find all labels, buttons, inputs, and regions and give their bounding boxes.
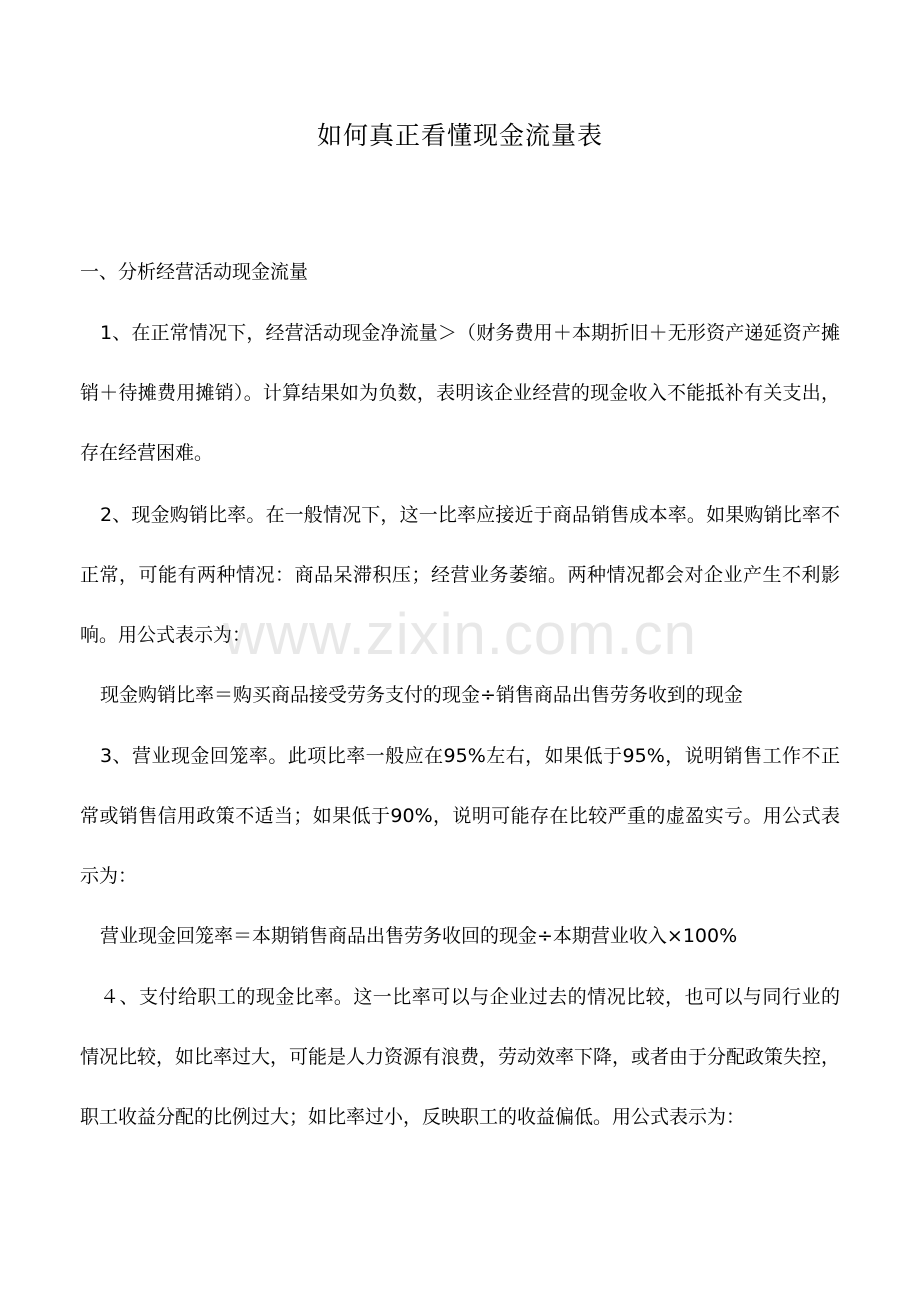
formula-operating-cash-recovery-ratio: 营业现金回笼率＝本期销售商品出售劳务收回的现金÷本期营业收入×100% — [100, 925, 738, 947]
paragraph-4: ４、支付给职工的现金比率。这一比率可以与企业过去的情况比较，也可以与同行业的情况比较，如比率过大，可能是人力资源有浪费，劳动效率下降，或者由于分配政策失控，职工收益分配的比例过大；如比率过小，反映职工的收益偏低。用公式表示为： — [80, 986, 841, 1128]
paragraph-3: 3、营业现金回笼率。此项比率一般应在95%左右，如果低于95%，说明销售工作不正常或销售信用政策不适当；如果低于90%，说明可能存在比较严重的虚盈实亏。用公式表示为： — [80, 745, 840, 887]
watermark: www.zixin.com.cn — [223, 602, 697, 667]
formula-cash-purchase-sales-ratio: 现金购销比率＝购买商品接受劳务支付的现金÷销售商品出售劳务收到的现金 — [100, 684, 743, 706]
section-heading: 一、分析经营活动现金流量 — [80, 261, 309, 283]
paragraph-1: 1、在正常情况下，经营活动现金净流量＞（财务费用＋本期折旧＋无形资产递延资产摊销＋待摊费用摊销）。计算结果如为负数，表明该企业经营的现金收入不能抵补有关支出，存在经营困难。 — [80, 322, 840, 464]
paragraph-2: 2、现金购销比率。在一般情况下，这一比率应接近于商品销售成本率。如果购销比率不正常，可能有两种情况：商品呆滞积压；经营业务萎缩。两种情况都会对企业产生不利影响。用公式表示为： — [80, 504, 840, 646]
document-title: 如何真正看懂现金流量表 — [316, 121, 603, 150]
